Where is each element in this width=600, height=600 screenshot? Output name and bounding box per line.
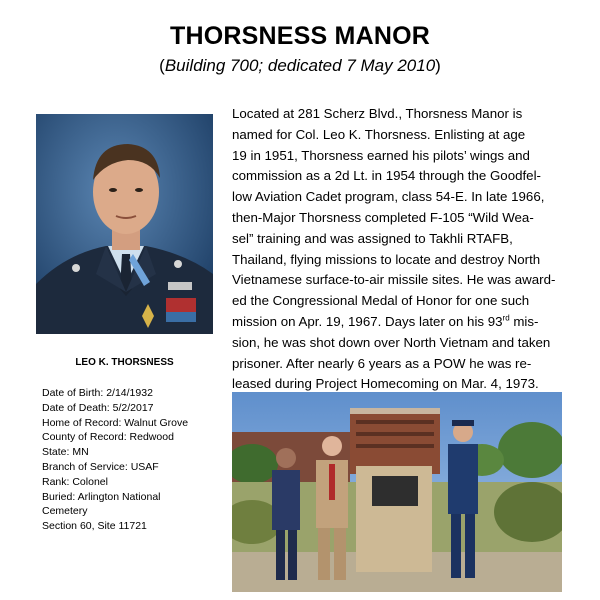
fact-line: Date of Death: 5/2/2017	[42, 401, 154, 414]
page-subtitle	[0, 56, 600, 76]
bio-line: then-Major Thorsness completed F-105 “Wild Wea-	[232, 209, 534, 225]
bio-line: Vietnamese surface-to-air missile sites. He was award-	[232, 272, 556, 288]
fact-line: Rank: Colonel	[42, 475, 108, 488]
fact-line: Buried: Arlington National	[42, 490, 161, 503]
fact-line: Date of Birth: 2/14/1932	[42, 387, 153, 399]
bio-line: prisoner. After nearly 6 years as a POW he was re-	[232, 355, 532, 371]
dedication-photo	[232, 392, 562, 592]
fact-line: State: MN	[42, 446, 89, 459]
fact-line: Branch of Service: USAF	[42, 460, 159, 473]
bio-line: ed the Congressional Medal of Honor for one such	[232, 293, 530, 309]
portrait-caption: LEO K. THORSNESS	[75, 357, 174, 368]
fact-line: Section 60, Site 11721	[42, 520, 147, 533]
fact-line: County of Record: Redwood	[42, 431, 174, 444]
page-title: THORSNESS MANOR	[170, 22, 430, 50]
bio-line-tail: mis-	[509, 313, 539, 329]
subtitle-open-paren: (	[159, 56, 165, 75]
bio-line: Located at 281 Scherz Blvd., Thorsness Manor is	[232, 106, 523, 121]
portrait-photo	[36, 114, 213, 334]
biography-text	[232, 104, 590, 395]
fact-line: Home of Record: Walnut Grove	[42, 416, 189, 429]
bio-line: Thailand, flying missions to locate and destroy North	[232, 251, 541, 267]
subtitle-text: Building 700; dedicated 7 May 2010	[164, 56, 436, 75]
subtitle-close-paren: )	[435, 56, 441, 75]
bio-line	[232, 312, 590, 333]
service-facts	[42, 386, 217, 534]
bio-line: named for Col. Leo K. Thorsness. Enlisting at age	[232, 126, 526, 142]
bio-line: 19 in 1951, Thorsness earned his pilots’ wings and	[232, 147, 530, 163]
bio-line-text: mission on Apr. 19, 1967. Days later on his 93	[232, 313, 503, 329]
bio-line: low Aviation Cadet program, class 54-E. In late 1966,	[232, 189, 545, 205]
fact-line: Cemetery	[42, 505, 88, 518]
bio-line: sel” training and was assigned to Takhli RTAFB,	[232, 230, 513, 246]
bio-line: commission as a 2d Lt. in 1954 through the Goodfel-	[232, 168, 541, 184]
ordinal-suffix: rd	[502, 313, 510, 323]
bio-line: leased during Project Homecoming on Mar. 4, 1973.	[232, 376, 539, 392]
bio-line: sion, he was shot down over North Vietnam and taken	[232, 334, 551, 350]
